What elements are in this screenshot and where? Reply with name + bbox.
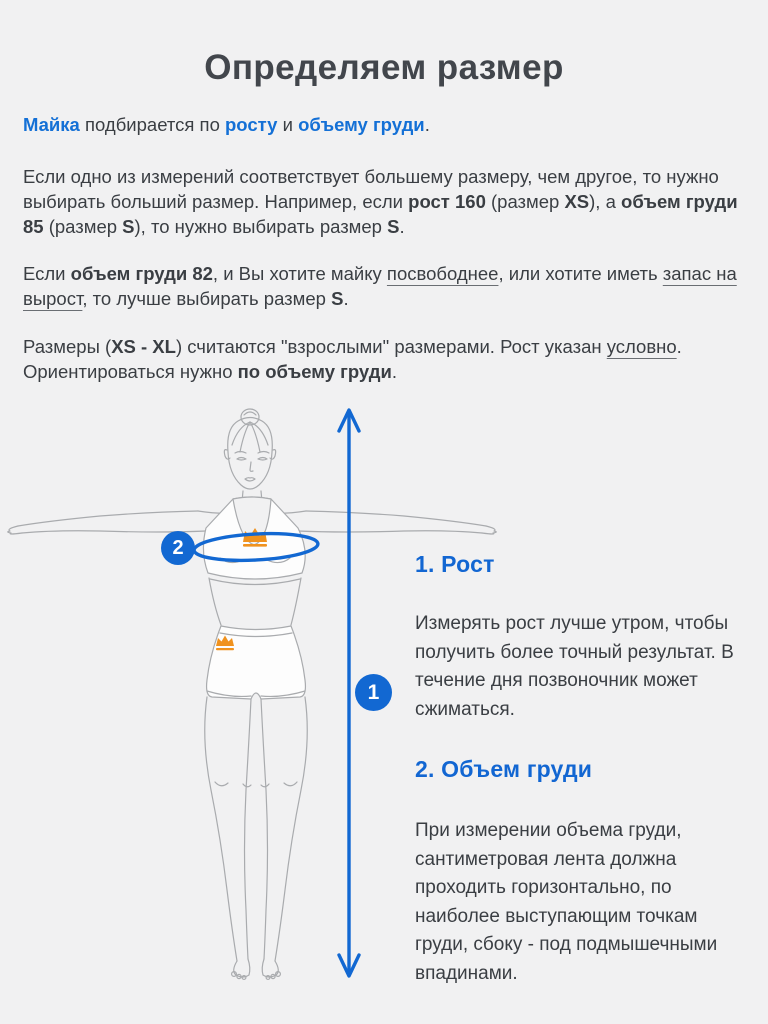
- text-segment: Если одно из измерений соответствует большему размеру, чем другое, то нужно выбирать больший размер. Например, если: [23, 166, 719, 212]
- text-segment: , и Вы хотите майку: [212, 263, 387, 284]
- text-segment: .: [424, 114, 430, 135]
- text-segment: , то лучше выбирать размер: [82, 288, 332, 309]
- text-segment: Если: [23, 263, 71, 284]
- text-segment: XS: [564, 191, 590, 212]
- text-segment: запас на вырост: [23, 263, 737, 309]
- text-segment: . Ориентироваться нужно: [23, 336, 682, 382]
- text-segment: и: [277, 114, 299, 135]
- text-segment: ) считаются "взрослыми" размерами. Рост указан: [175, 336, 607, 357]
- text-segment: рост 160: [408, 191, 486, 212]
- text-segment: объем груди 85: [23, 191, 738, 237]
- text-segment: .: [399, 216, 405, 237]
- text-segment: по объему груди: [237, 361, 392, 382]
- text-segment: , или хотите иметь: [498, 263, 663, 284]
- section-chest-heading: 2. Объем груди: [415, 756, 593, 782]
- text-segment: (размер: [43, 216, 123, 237]
- intro-paragraph: [23, 112, 749, 137]
- text-segment: .: [343, 288, 349, 309]
- text-segment: объему груди: [298, 114, 425, 135]
- height-measure-badge: 1: [355, 674, 392, 711]
- section-chest-body: При измерении объема груди, сантиметровая лента должна проходить горизонтально, по наиболее выступающим точкам груди, сбоку - под подмышечными впадинами.: [415, 820, 718, 984]
- text-segment: Майка: [23, 114, 80, 135]
- text-segment: S: [331, 288, 344, 309]
- text-segment: S: [387, 216, 400, 237]
- section-height-body: Измерять рост лучше утром, чтобы получить более точный результат. В течение дня позвоночник может сжиматься.: [415, 613, 734, 720]
- size-rule-paragraph: [23, 164, 749, 239]
- text-segment: .: [391, 361, 397, 382]
- text-segment: S: [122, 216, 135, 237]
- adult-sizes-paragraph: [23, 334, 749, 384]
- section-height-heading: 1. Рост: [415, 551, 495, 577]
- text-segment: росту: [225, 114, 278, 135]
- text-segment: объем груди 82: [70, 263, 213, 284]
- chest-measure-badge: 2: [161, 531, 195, 565]
- page-title: Определяем размер: [204, 48, 564, 87]
- text-segment: условно: [606, 336, 677, 357]
- loose-fit-paragraph: [23, 261, 749, 311]
- text-segment: подбирается по: [79, 114, 225, 135]
- text-segment: XS - XL: [111, 336, 176, 357]
- text-segment: (размер: [485, 191, 565, 212]
- text-segment: ), а: [589, 191, 622, 212]
- text-segment: Размеры (: [23, 336, 112, 357]
- text-segment: ), то нужно выбирать размер: [134, 216, 388, 237]
- text-segment: посвободнее: [386, 263, 499, 284]
